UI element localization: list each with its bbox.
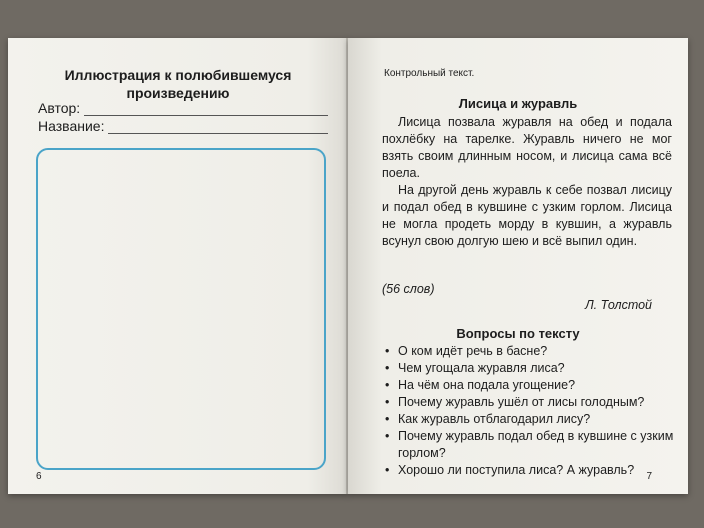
question-item: • Хорошо ли поступила лиса? А журавль? bbox=[382, 462, 676, 479]
question-item: • На чём она подала угощение? bbox=[382, 377, 676, 394]
story-author: Л. Толстой bbox=[585, 298, 652, 312]
illustration-frame bbox=[36, 148, 326, 470]
name-label: Название: bbox=[38, 118, 105, 134]
name-field bbox=[38, 118, 328, 134]
word-count: (56 слов) bbox=[382, 282, 435, 296]
control-text-header: Контрольный текст. bbox=[384, 68, 475, 79]
questions-list bbox=[382, 343, 676, 479]
name-line bbox=[108, 121, 328, 134]
author-label: Автор: bbox=[38, 100, 81, 116]
story-title: Лисица и журавль bbox=[458, 96, 578, 111]
question-item: • Как журавль отблагодарил лису? bbox=[382, 411, 676, 428]
illustration-title-line1: Иллюстрация к полюбившемуся bbox=[64, 67, 292, 83]
question-item: • О ком идёт речь в басне? bbox=[382, 343, 676, 360]
questions-title: Вопросы по тексту bbox=[456, 326, 580, 341]
illustration-title-line2: произведению bbox=[126, 85, 230, 101]
question-item: • Почему журавль подал обед в кувшине с узким горлом? bbox=[382, 428, 676, 462]
left-page bbox=[8, 38, 348, 494]
story-paragraph-1: Лисица позвала журавля на обед и подала похлёбку на тарелке. Журавль ничего не мог взять своим длинным носом, и лисица сама всё поела. bbox=[382, 115, 672, 180]
question-item: • Чем угощала журавля лиса? bbox=[382, 360, 676, 377]
illustration-title bbox=[8, 66, 348, 102]
right-page bbox=[348, 38, 688, 494]
story-paragraph-2: На другой день журавль к себе позвал лисицу и подал обед в кувшине с узким горлом. Лисица не могла продеть морду в кувшин, а журавль всунул свою долгую шею и всё выпил один. bbox=[382, 183, 672, 248]
question-item: • Почему журавль ушёл от лисы голодным? bbox=[382, 394, 676, 411]
author-field bbox=[38, 100, 328, 116]
page-number-right: 7 bbox=[646, 471, 652, 482]
author-line bbox=[84, 103, 328, 116]
story-text bbox=[382, 114, 672, 250]
page-number-left: 6 bbox=[36, 471, 42, 482]
